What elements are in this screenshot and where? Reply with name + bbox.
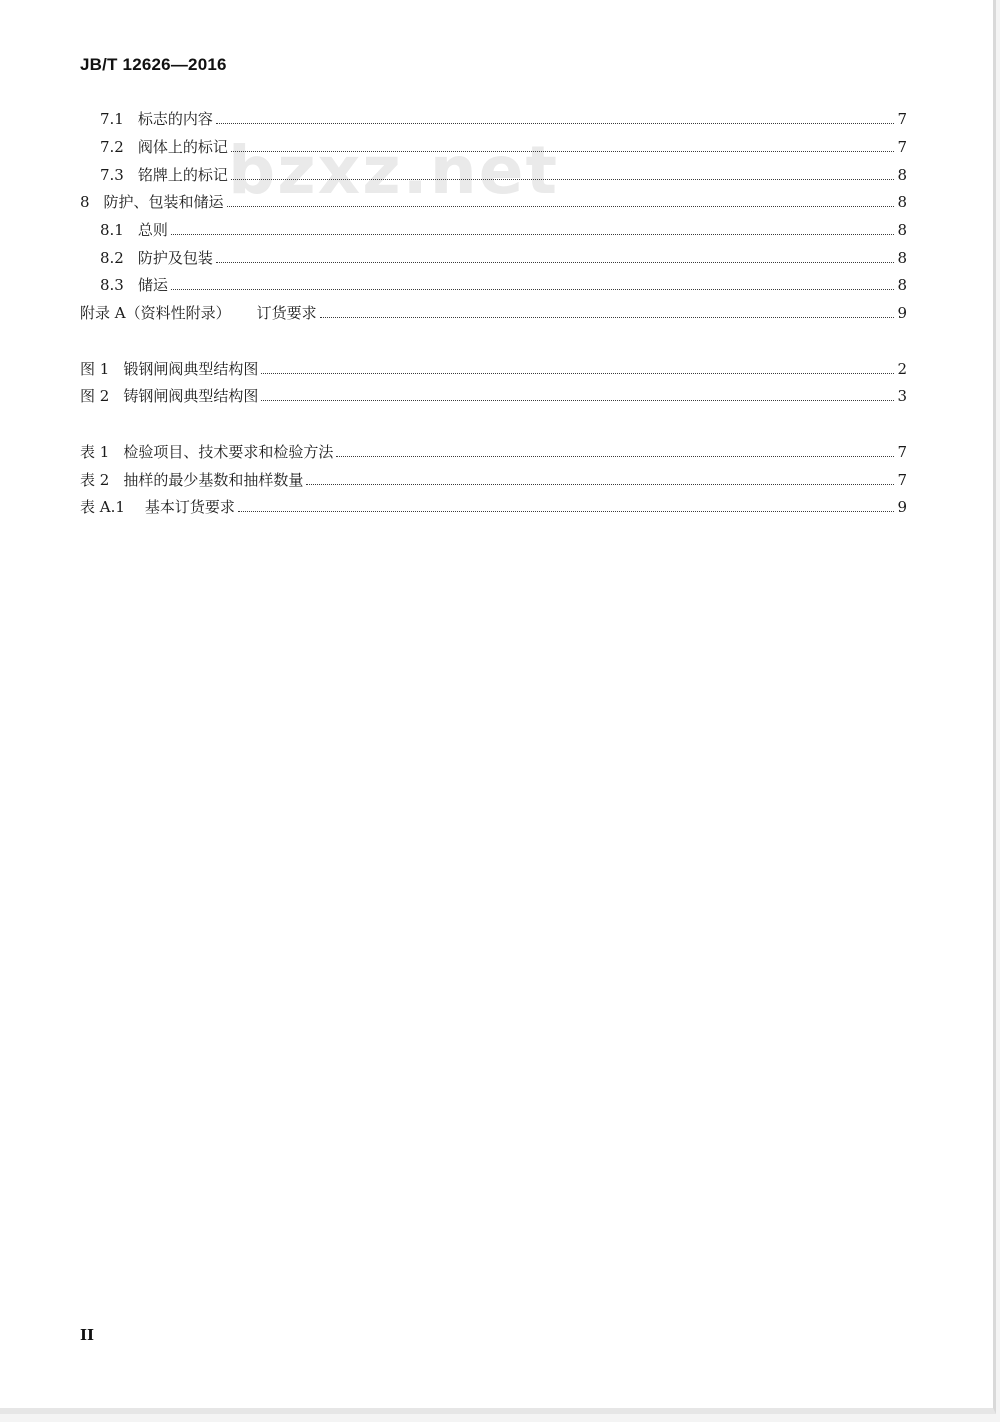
toc-entry-number: 8.1 (100, 221, 124, 239)
toc-entry-7-1[interactable] (80, 108, 907, 130)
toc-entry-page: 8 (897, 221, 907, 239)
toc-entry-page: 8 (897, 276, 907, 294)
toc-entry-title: 标志的内容 (137, 110, 213, 128)
toc-entry-page: 9 (897, 304, 907, 322)
document-code: JB/T 12626—2016 (80, 55, 227, 74)
toc-entry-appendix-a[interactable] (80, 302, 907, 324)
dot-leader (231, 179, 894, 180)
page-number: II (80, 1326, 95, 1344)
dot-leader (216, 262, 894, 263)
toc-entry-page: 8 (897, 166, 907, 184)
dot-leader (227, 206, 894, 207)
table-entry-title: 基本订货要求 (144, 498, 235, 516)
figure-entry-page: 2 (897, 360, 907, 378)
toc-entry-number: 8.2 (100, 249, 124, 267)
toc-entry-number: 7.3 (100, 166, 124, 184)
toc-entry-title: 阀体上的标记 (137, 138, 228, 156)
toc-entry-title: 防护、包装和储运 (103, 193, 224, 211)
toc-entry-number: 7.1 (100, 110, 124, 128)
table-entry-1[interactable] (80, 441, 907, 463)
toc-entry-title: 铭牌上的标记 (137, 166, 228, 184)
figure-entry-1[interactable] (80, 358, 907, 380)
toc-entry-7-2[interactable] (80, 136, 907, 158)
toc-entry-8-1[interactable] (80, 219, 907, 241)
figure-entry-number: 图 1 (80, 360, 110, 378)
toc-entry-title: 储运 (137, 276, 168, 294)
figure-entry-page: 3 (897, 387, 907, 405)
figure-entry-title: 锻钢闸阀典型结构图 (123, 360, 259, 378)
toc-entry-title: 防护及包装 (137, 249, 213, 267)
toc-entry-page: 8 (897, 193, 907, 211)
toc-entry-page: 7 (897, 138, 907, 156)
figure-entry-number: 图 2 (80, 387, 110, 405)
dot-leader (216, 123, 894, 124)
dot-leader (171, 289, 894, 290)
dot-leader (261, 400, 894, 401)
toc-entry-number: 附录 A（资料性附录） (80, 304, 231, 322)
table-entry-number: 表 2 (80, 471, 110, 489)
dot-leader (306, 484, 894, 485)
table-entry-page: 9 (897, 498, 907, 516)
table-entry-title: 抽样的最少基数和抽样数量 (123, 471, 304, 489)
figure-entry-2[interactable] (80, 385, 907, 407)
dot-leader (231, 151, 894, 152)
table-entry-page: 7 (897, 471, 907, 489)
toc-entry-8-2[interactable] (80, 247, 907, 269)
toc-entry-number: 8 (80, 193, 90, 211)
toc-entry-page: 7 (897, 110, 907, 128)
toc-entry-title: 总则 (137, 221, 168, 239)
table-entry-title: 检验项目、技术要求和检验方法 (123, 443, 334, 461)
figure-entry-title: 铸钢闸阀典型结构图 (123, 387, 259, 405)
toc-entry-number: 7.2 (100, 138, 124, 156)
table-entry-2[interactable] (80, 469, 907, 491)
toc-entry-page: 8 (897, 249, 907, 267)
table-entry-a-1[interactable] (80, 496, 907, 518)
dot-leader (336, 456, 894, 457)
table-entry-number: 表 A.1 (80, 498, 125, 516)
toc-entry-7-3[interactable] (80, 164, 907, 186)
toc-entry-title: 订货要求 (256, 304, 317, 322)
table-entry-number: 表 1 (80, 443, 110, 461)
toc-entry-8[interactable] (80, 191, 907, 213)
dot-leader (320, 317, 894, 318)
watermark: bzxz.net (228, 132, 560, 209)
toc-entry-number: 8.3 (100, 276, 124, 294)
dot-leader (171, 234, 894, 235)
table-entry-page: 7 (897, 443, 907, 461)
toc-entry-8-3[interactable] (80, 274, 907, 296)
dot-leader (261, 373, 894, 374)
dot-leader (238, 511, 894, 512)
